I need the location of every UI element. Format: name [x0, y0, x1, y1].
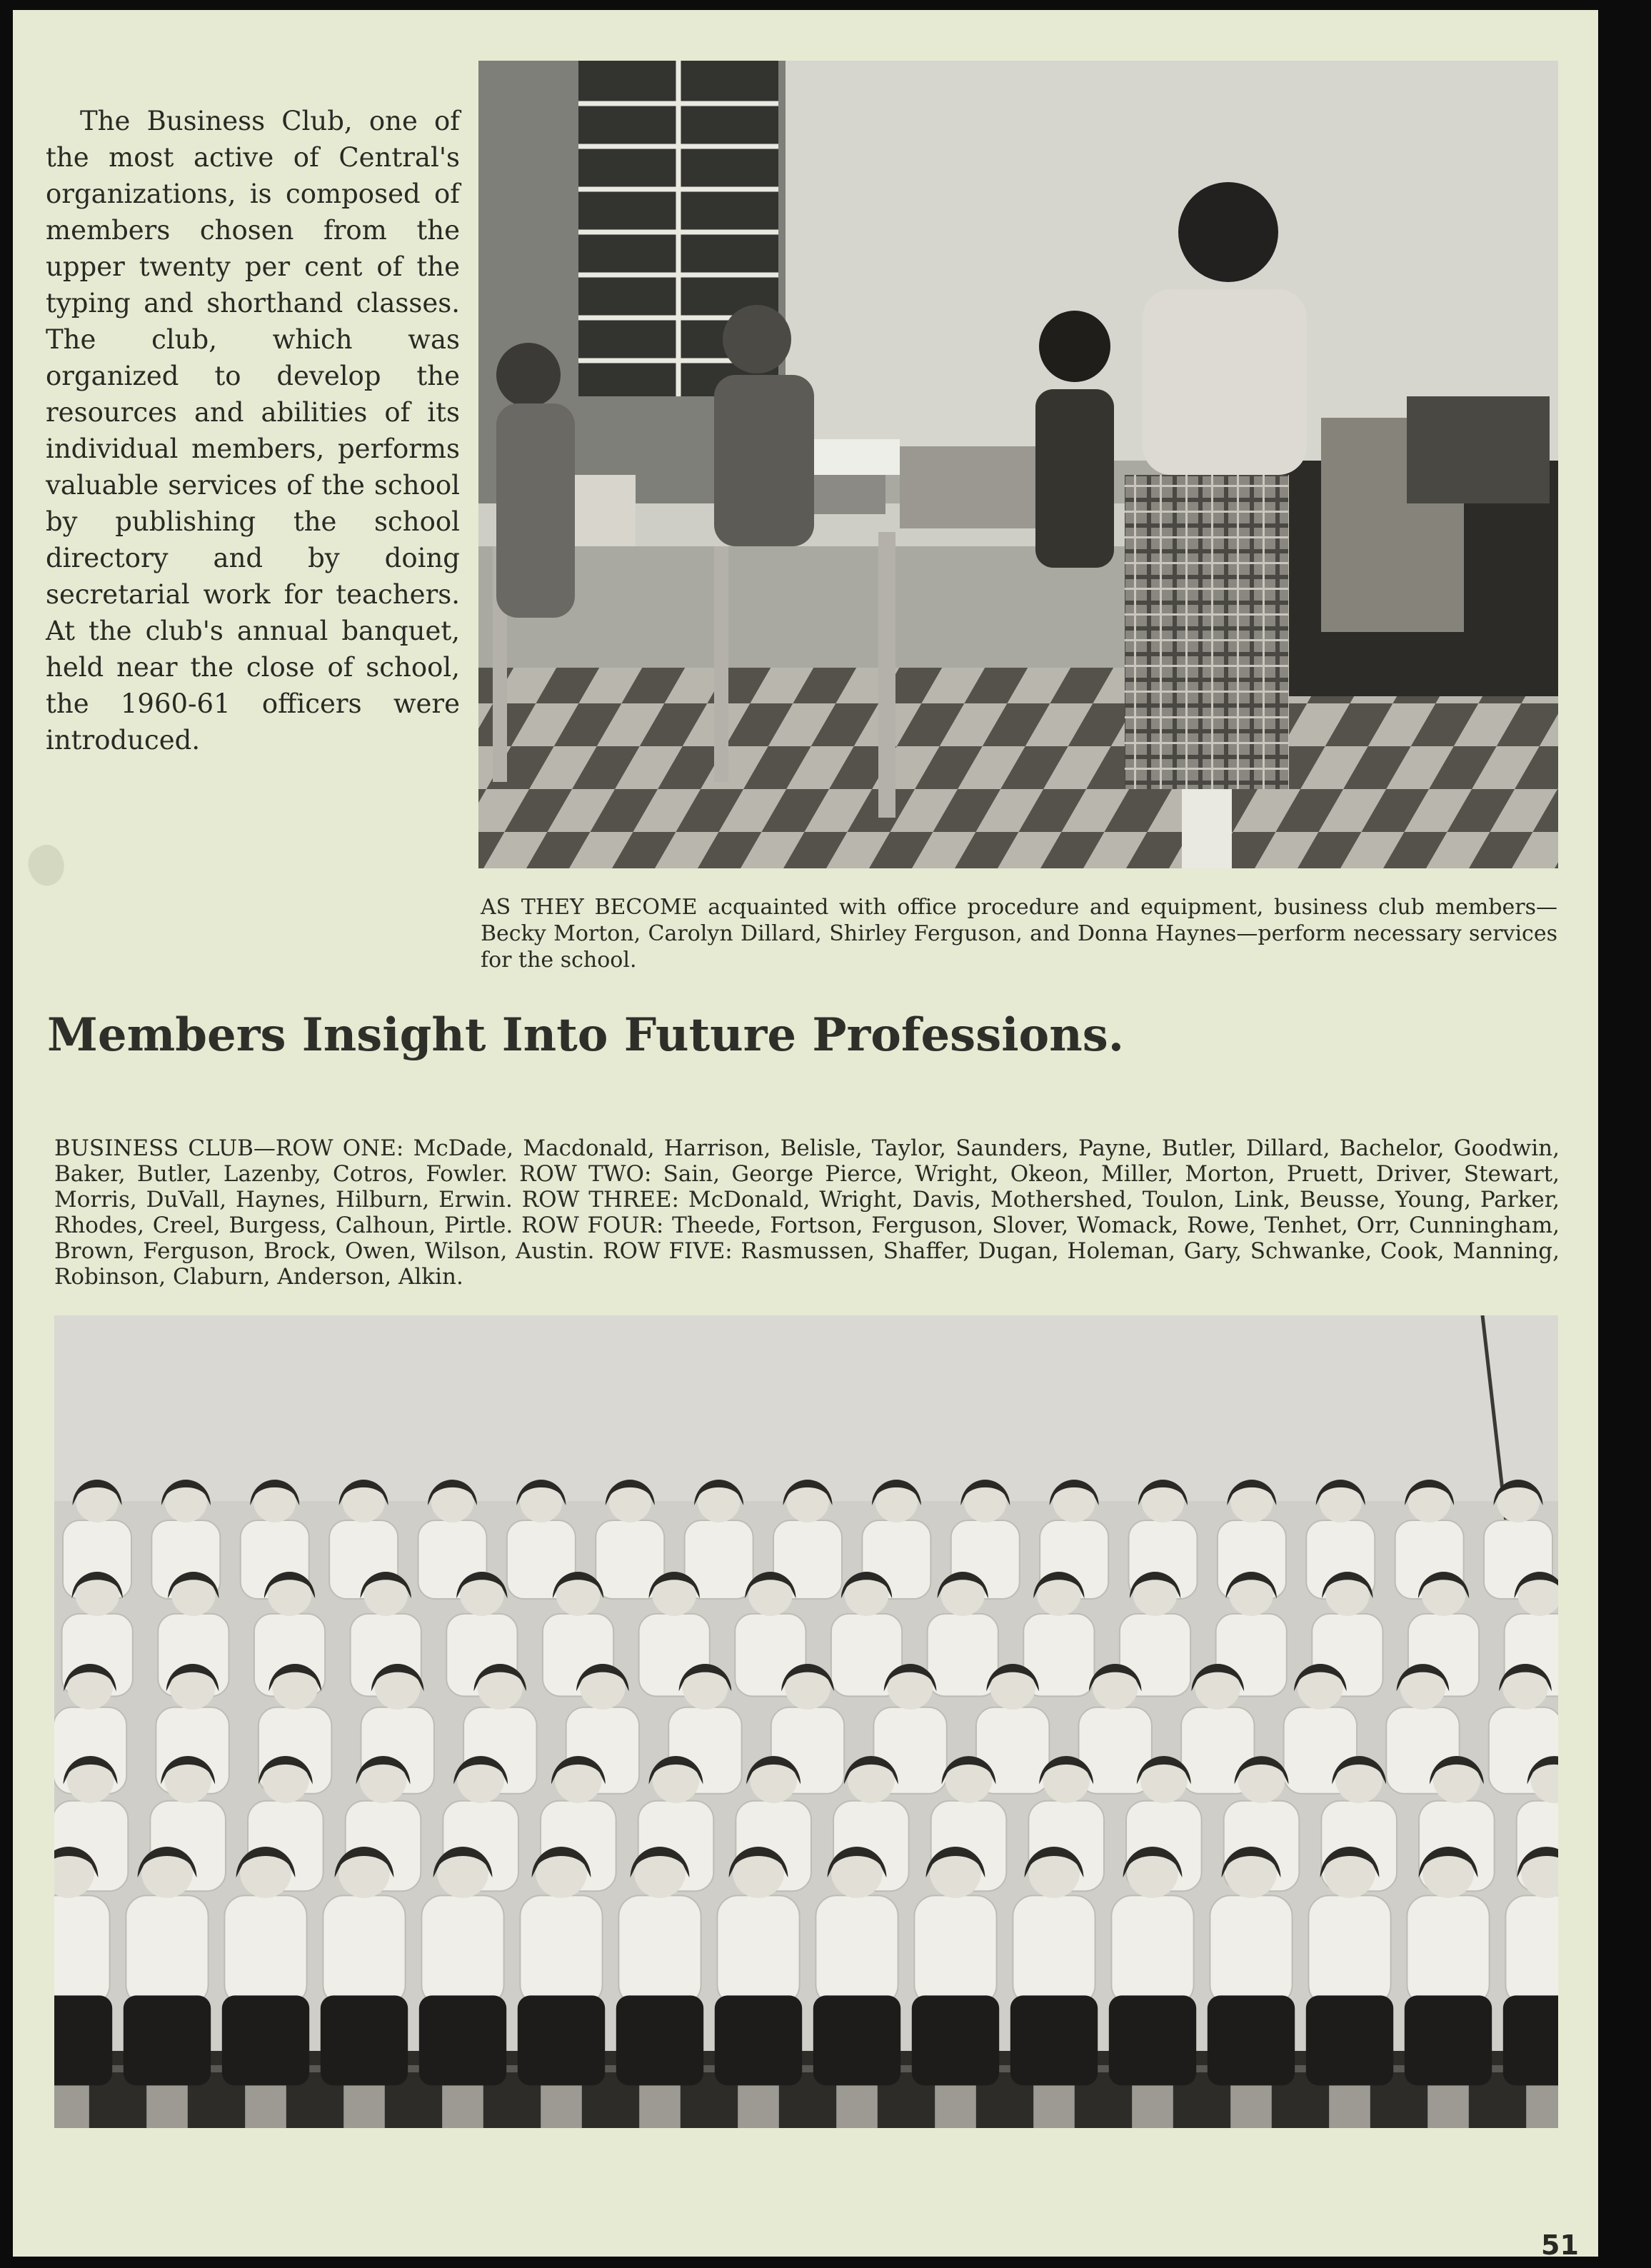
- yearbook-page: [13, 10, 1598, 2257]
- office-procedure-photo: [478, 61, 1558, 868]
- business-club-group-photo-image: [54, 1315, 1558, 2128]
- roster-paragraph: BUSINESS CLUB—ROW ONE: McDade, Macdonald, Harrison, Belisle, Taylor, Saunders, Payne, Butler, Dillard, Bachelor, Goodwin, Baker, Butler, Lazenby, Cotros, Fowler. ROW TWO: Sain, George Pierce, Wright, Okeon, Miller, Morton, Pruett, Driver, Stewart, Morris, DuVall, Haynes, Hilburn, Erwin. ROW THREE: McDonald, Wright, Davis, Mothershed, Toulon, Link, Beusse, Young, Parker, Rhodes, Creel, Burgess, Calhoun, Pirtle. ROW FOUR: Theede, Fortson, Ferguson, Slover, Womack, Rowe, Tenhet, Orr, Cunningham, Brown, Ferguson, Brock, Owen, Wilson, Austin. ROW FIVE: Rasmussen, Shaffer, Dugan, Holeman, Gary, Schwanke, Cook, Manning, Robinson, Claburn, Anderson, Alkin.: [54, 1135, 1560, 1290]
- intro-paragraph: The Business Club, one of the most active of Central's organizations, is composed of members chosen from the upper twenty per cent of the typing and shorthand classes. The club, which was organized to develop the resources and abilities of its individual members, performs valuable services of the school by publishing the school directory and by doing secretarial work for teachers. At the club's annual banquet, held near the close of school, the 1960-61 officers were introduced.: [46, 106, 460, 756]
- page-blemish: [22, 840, 71, 891]
- page-number: 51: [1541, 2229, 1579, 2257]
- caption-text: acquainted with office procedure and equipment, business club members—Becky Morton, Carolyn Dillard, Shirley Ferguson, and Donna Haynes—perform necessary services for the school.: [481, 895, 1557, 973]
- caption-lead: AS THEY BECOME: [481, 895, 698, 920]
- business-club-group-photo: [54, 1315, 1558, 2128]
- page-headline: Members Insight Into Future Professions.: [47, 1008, 1125, 1062]
- office-procedure-photo-image: [478, 61, 1558, 868]
- photo-caption: [481, 894, 1557, 973]
